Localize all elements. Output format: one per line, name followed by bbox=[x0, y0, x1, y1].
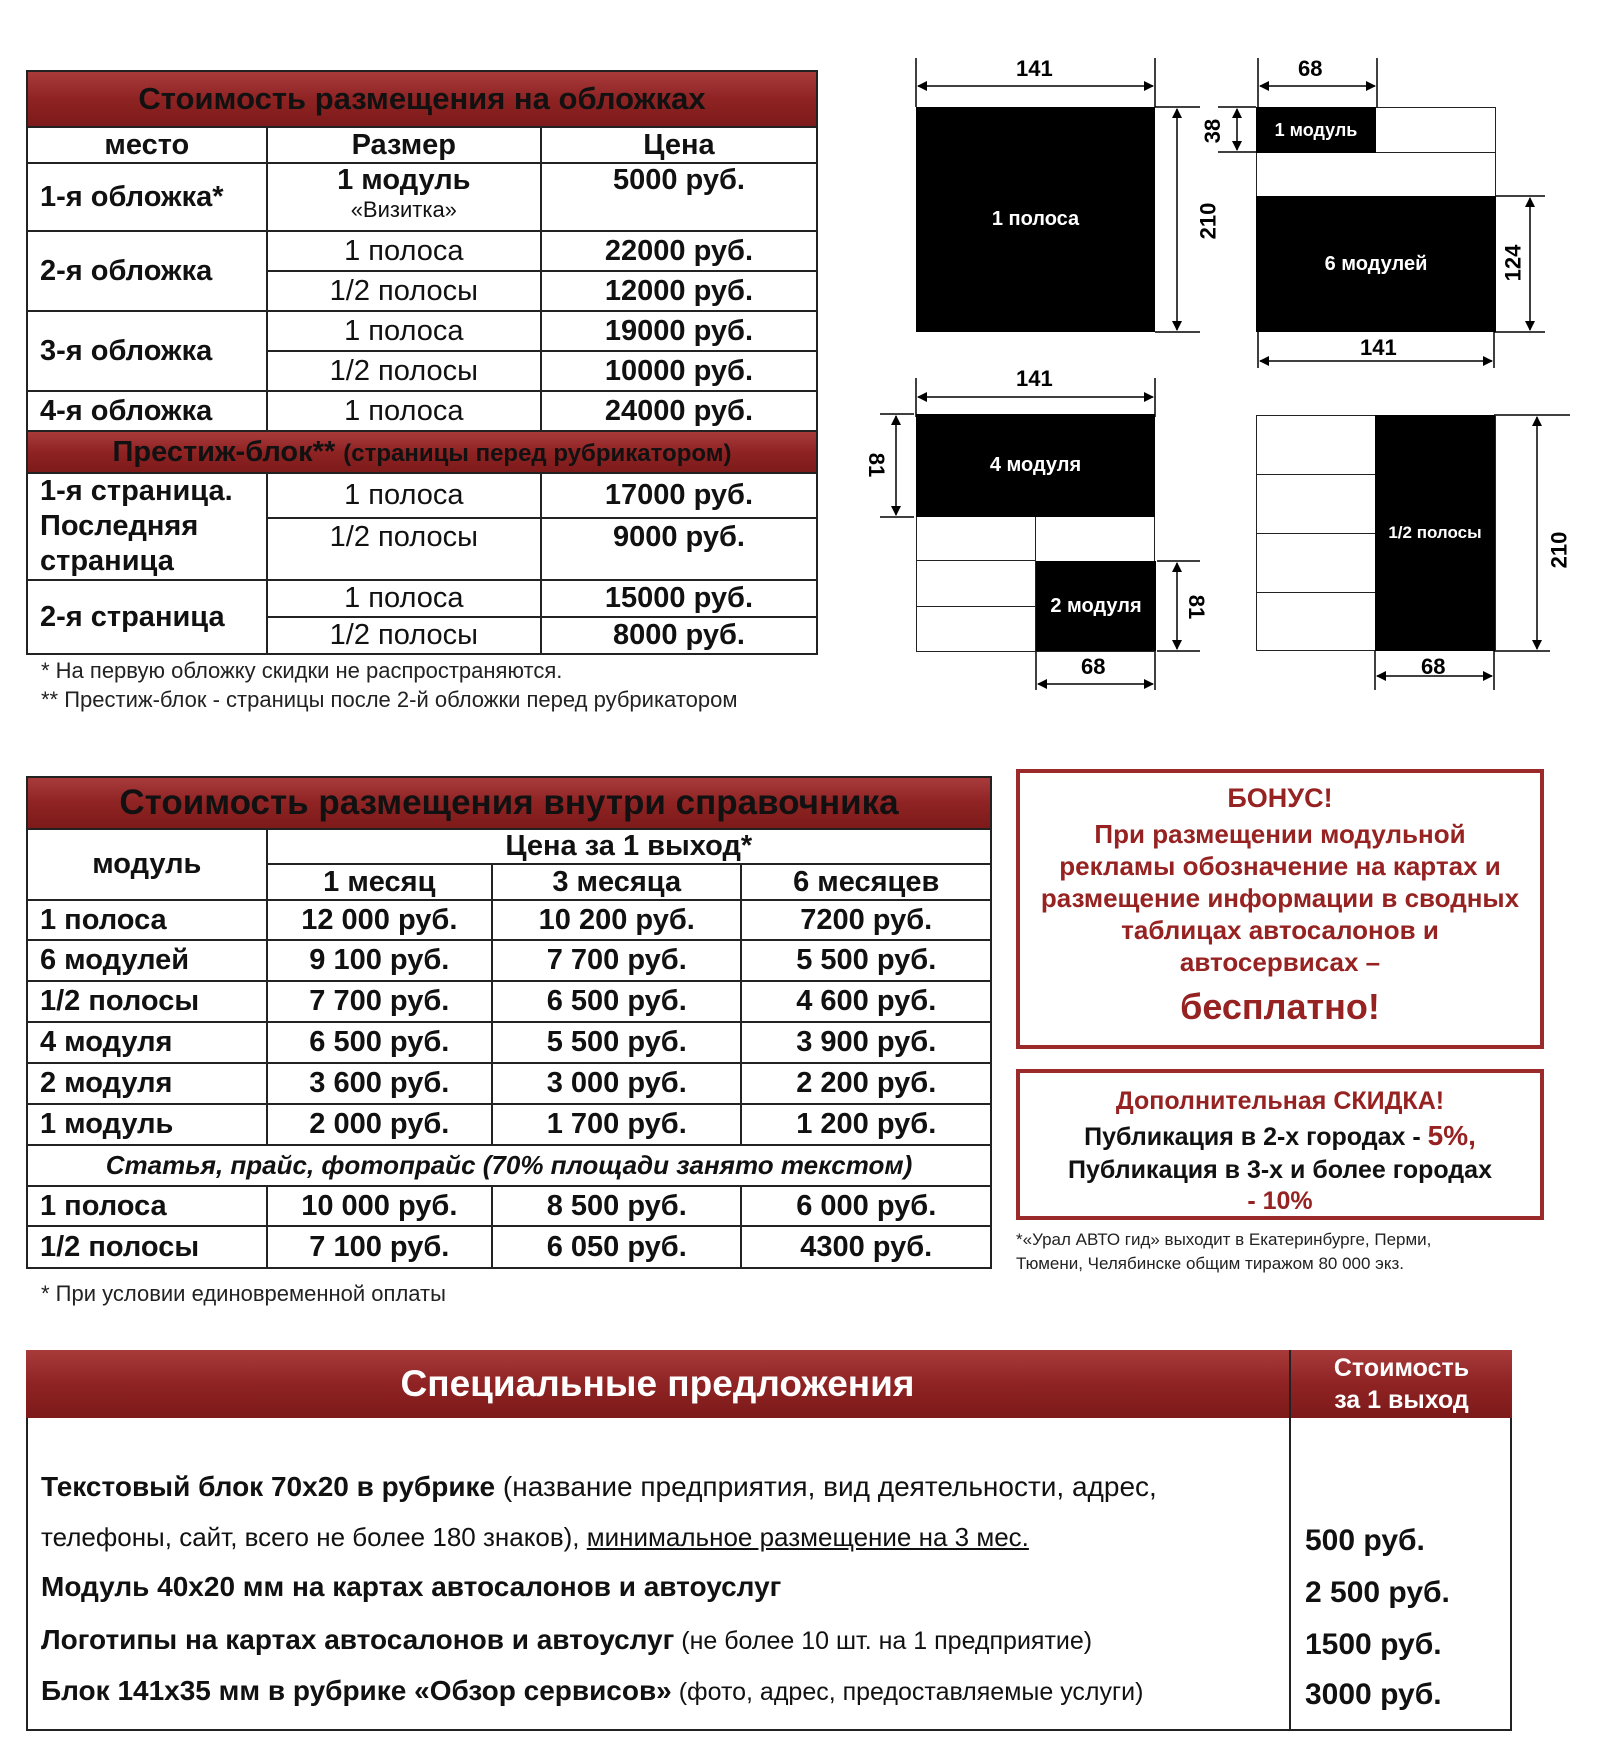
inside-row bbox=[27, 1104, 991, 1145]
inside-cell-price: 9 100 руб. bbox=[267, 940, 492, 981]
cover-price: 10000 руб. bbox=[541, 351, 817, 391]
cover-price: 24000 руб. bbox=[541, 391, 817, 431]
cover-size: 1 полоса bbox=[267, 391, 541, 431]
inside-cell-price: 6 050 руб. bbox=[492, 1226, 741, 1268]
inside-cell-module: 6 модулей bbox=[27, 940, 267, 981]
cover-price: 22000 руб. bbox=[541, 231, 817, 271]
special-line-3 bbox=[41, 1571, 781, 1603]
diagram-full-page: 1 полоса bbox=[916, 107, 1155, 332]
prestige-size: 1 полоса bbox=[267, 473, 541, 518]
inside-cell-price: 2 000 руб. bbox=[267, 1104, 492, 1145]
diagram-six-cell bbox=[1256, 152, 1496, 197]
cover-size: 1 полоса bbox=[267, 231, 541, 271]
inside-cell-price: 2 200 руб. bbox=[741, 1063, 991, 1104]
inside-cell-module: 1/2 полосы bbox=[27, 1226, 267, 1268]
inside-row bbox=[27, 1022, 991, 1063]
bonus-free: бесплатно! bbox=[1180, 986, 1380, 1027]
special-price-4: 3000 руб. bbox=[1305, 1678, 1442, 1711]
special-line-2 bbox=[41, 1522, 1029, 1553]
special-cost-header bbox=[1291, 1350, 1512, 1418]
special-price-3: 1500 руб. bbox=[1305, 1628, 1442, 1661]
inside-article-row: Статья, прайс, фотопрайс (70% площади занято текстом) bbox=[27, 1145, 991, 1186]
dim-full-width: 141 bbox=[1016, 56, 1053, 81]
dim-four-height: 81 bbox=[864, 452, 890, 478]
inside-header-period: 1 месяц bbox=[267, 864, 492, 900]
inside-header-group: Цена за 1 выход* bbox=[267, 829, 991, 864]
inside-cell-module: 1 полоса bbox=[27, 900, 267, 940]
special-price-2: 2 500 руб. bbox=[1305, 1576, 1450, 1609]
inside-cell-price: 12 000 руб. bbox=[267, 900, 492, 940]
inside-cell-module: 1 полоса bbox=[27, 1186, 267, 1226]
cover-size: 1/2 полосы bbox=[267, 351, 541, 391]
cover-price: 5000 руб. bbox=[541, 163, 817, 231]
special-line-1-bold: Текстовый блок 70х20 в рубрике bbox=[41, 1471, 496, 1502]
cover-price: 12000 руб. bbox=[541, 271, 817, 311]
cover-size-main: 1 модуль bbox=[337, 164, 471, 196]
diagram-half-cell bbox=[1256, 415, 1376, 475]
diagram-six-cell bbox=[1375, 107, 1496, 153]
covers-header-size: Размер bbox=[267, 127, 541, 163]
cover-place: 1-я обложка* bbox=[27, 163, 267, 231]
inside-row bbox=[27, 1186, 991, 1226]
cover-place: 4-я обложка bbox=[27, 391, 267, 431]
dim-one-module-height: 38 bbox=[1200, 118, 1226, 144]
inside-cell-price: 10 200 руб. bbox=[492, 900, 741, 940]
inside-cell-price: 5 500 руб. bbox=[741, 940, 991, 981]
inside-row bbox=[27, 981, 991, 1022]
special-title: Специальные предложения bbox=[26, 1350, 1289, 1418]
diagram-four-modules: 4 модуля bbox=[916, 414, 1155, 517]
inside-header-period: 3 месяца bbox=[492, 864, 741, 900]
inside-note: * При условии единовременной оплаты bbox=[41, 1281, 446, 1306]
special-line-2-underline: минимальное размещение на 3 мес. bbox=[586, 1522, 1029, 1552]
inside-table bbox=[26, 776, 992, 1269]
covers-note-1: * На первую обложку скидки не распространяются. bbox=[41, 658, 563, 683]
dim-full-height: 210 bbox=[1195, 202, 1221, 240]
special-line-4-bold: Логотипы на картах автосалонов и автоуслуг bbox=[41, 1624, 675, 1655]
dim-six-top-width: 68 bbox=[1298, 56, 1323, 81]
cover-size: 1 полоса bbox=[267, 311, 541, 351]
inside-cell-price: 8 500 руб. bbox=[492, 1186, 741, 1226]
special-line-4-rest: (не более 10 шт. на 1 предприятие) bbox=[674, 1627, 1093, 1655]
covers-title: Стоимость размещения на обложках bbox=[27, 71, 817, 127]
special-line-5-bold: Блок 141х35 мм в рубрике «Обзор сервисов» bbox=[41, 1675, 672, 1706]
covers-note-2: ** Престиж-блок - страницы после 2-й обложки перед рубрикатором bbox=[41, 687, 738, 712]
inside-cell-price: 4300 руб. bbox=[741, 1226, 991, 1268]
special-line-5 bbox=[41, 1675, 1143, 1707]
inside-cell-price: 7 100 руб. bbox=[267, 1226, 492, 1268]
dim-half-width: 68 bbox=[1421, 654, 1446, 679]
inside-cell-price: 7 700 руб. bbox=[267, 981, 492, 1022]
special-line-1 bbox=[41, 1471, 1157, 1503]
covers-header-price: Цена bbox=[541, 127, 817, 163]
cover-size-sub: «Визитка» bbox=[350, 197, 457, 222]
inside-title: Стоимость размещения внутри справочника bbox=[27, 777, 991, 829]
dim-two-width: 68 bbox=[1081, 654, 1106, 679]
prestige-title-sub: (страницы перед рубрикатором) bbox=[343, 439, 732, 467]
prestige-place: 2-я страница bbox=[27, 580, 267, 654]
discount-title: Дополнительная СКИДКА! bbox=[1115, 1087, 1445, 1115]
special-line-3-bold: Модуль 40х20 мм на картах автосалонов и автоуслуг bbox=[41, 1571, 782, 1602]
diagram-two-modules: 2 модуля bbox=[1036, 561, 1156, 651]
discount-line-2: Публикация в 3-х и более городах bbox=[1068, 1156, 1492, 1184]
diagram-half-cell bbox=[1256, 533, 1376, 593]
special-price-1: 500 руб. bbox=[1305, 1524, 1425, 1557]
special-line-2-plain: телефоны, сайт, всего не более 180 знаков), bbox=[41, 1522, 587, 1552]
inside-cell-price: 3 600 руб. bbox=[267, 1063, 492, 1104]
prestige-title-main: Престиж-блок** bbox=[112, 435, 336, 468]
inside-header-period: 6 месяцев bbox=[741, 864, 991, 900]
city-note-2: Тюмени, Челябинске общим тиражом 80 000 экз. bbox=[1016, 1254, 1404, 1273]
inside-row bbox=[27, 1226, 991, 1268]
inside-cell-module: 2 модуля bbox=[27, 1063, 267, 1104]
inside-cell-price: 3 900 руб. bbox=[741, 1022, 991, 1063]
inside-cell-price: 6 500 руб. bbox=[492, 981, 741, 1022]
dim-two-height: 81 bbox=[1184, 594, 1210, 620]
prestige-size: 1/2 полосы bbox=[267, 518, 541, 580]
prestige-price: 9000 руб. bbox=[541, 518, 817, 580]
covers-header-place: место bbox=[27, 127, 267, 163]
dim-four-width: 141 bbox=[1016, 366, 1053, 391]
prestige-price: 17000 руб. bbox=[541, 473, 817, 518]
prestige-price: 15000 руб. bbox=[541, 580, 817, 617]
inside-cell-price: 10 000 руб. bbox=[267, 1186, 492, 1226]
cover-place: 3-я обложка bbox=[27, 311, 267, 391]
bonus-title: БОНУС! bbox=[1227, 783, 1333, 813]
inside-cell-price: 7 700 руб. bbox=[492, 940, 741, 981]
inside-cell-price: 7200 руб. bbox=[741, 900, 991, 940]
inside-cell-price: 6 000 руб. bbox=[741, 1186, 991, 1226]
inside-cell-price: 5 500 руб. bbox=[492, 1022, 741, 1063]
discount-pct-2: - 10% bbox=[1247, 1187, 1313, 1215]
inside-cell-price: 1 700 руб. bbox=[492, 1104, 741, 1145]
dim-half-height: 210 bbox=[1546, 531, 1572, 569]
inside-cell-module: 4 модуля bbox=[27, 1022, 267, 1063]
discount-line-1 bbox=[1020, 1120, 1540, 1152]
inside-row bbox=[27, 940, 991, 981]
cover-price: 19000 руб. bbox=[541, 311, 817, 351]
dim-six-bottom-width: 141 bbox=[1360, 335, 1397, 360]
diagram-half-page: 1/2 полосы bbox=[1375, 415, 1495, 651]
special-line-1-rest: (название предприятия, вид деятельности, адрес, bbox=[495, 1471, 1157, 1502]
special-cost-header-1: Стоимость bbox=[1333, 1354, 1470, 1382]
inside-cell-price: 3 000 руб. bbox=[492, 1063, 741, 1104]
discount-pct-1: 5%, bbox=[1427, 1120, 1476, 1151]
inside-row bbox=[27, 900, 991, 940]
special-line-4 bbox=[41, 1624, 1092, 1656]
discount-box bbox=[1016, 1069, 1544, 1220]
prestige-price: 8000 руб. bbox=[541, 617, 817, 654]
cover-size: 1/2 полосы bbox=[267, 271, 541, 311]
prestige-size: 1/2 полосы bbox=[267, 617, 541, 654]
dim-six-height: 124 bbox=[1500, 244, 1526, 282]
prestige-place: 1-я страница. Последняя страница bbox=[27, 473, 267, 580]
special-line-5-rest: (фото, адрес, предоставляемые услуги) bbox=[671, 1678, 1144, 1706]
inside-cell-price: 1 200 руб. bbox=[741, 1104, 991, 1145]
bonus-box bbox=[1016, 769, 1544, 1049]
diagram-half-cell bbox=[1256, 474, 1376, 534]
bonus-text: При размещении модульной рекламы обозначение на картах и размещение информации в сводных таблицах автосалонов и автосервисах – bbox=[1040, 819, 1520, 977]
inside-row bbox=[27, 1063, 991, 1104]
special-cost-header-2: за 1 выход bbox=[1334, 1386, 1469, 1414]
inside-header-module: модуль bbox=[27, 829, 267, 900]
inside-cell-price: 6 500 руб. bbox=[267, 1022, 492, 1063]
inside-cell-price: 4 600 руб. bbox=[741, 981, 991, 1022]
cover-place: 2-я обложка bbox=[27, 231, 267, 311]
diagram-six-modules: 6 модулей bbox=[1256, 196, 1496, 332]
city-note-1: *«Урал АВТО гид» выходит в Екатеринбурге, Перми, bbox=[1016, 1230, 1432, 1249]
inside-cell-module: 1/2 полосы bbox=[27, 981, 267, 1022]
inside-cell-module: 1 модуль bbox=[27, 1104, 267, 1145]
discount-line-1-text: Публикация в 2-х городах - bbox=[1084, 1123, 1421, 1151]
diagram-one-module: 1 модуль bbox=[1256, 107, 1376, 153]
prestige-size: 1 полоса bbox=[267, 580, 541, 617]
